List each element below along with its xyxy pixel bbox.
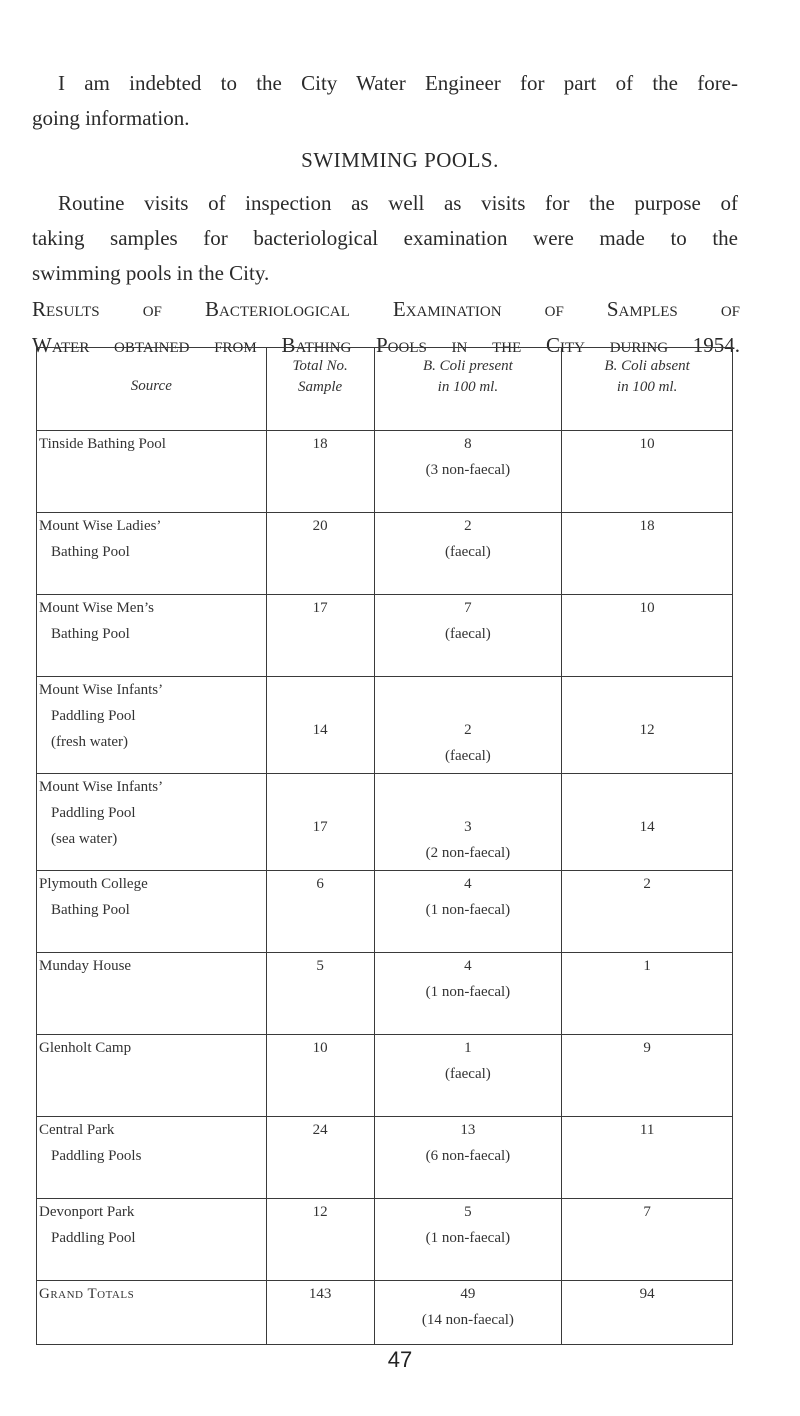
header-absent — [562, 348, 733, 431]
row-absent: 11 — [562, 1117, 733, 1199]
routine-paragraph — [32, 186, 738, 291]
row-present-note: (faecal) — [444, 544, 491, 560]
header-present — [374, 348, 562, 431]
row-present-note: (1 non-faecal) — [425, 902, 511, 918]
totals-present — [374, 1281, 562, 1345]
row-source-line: Glenholt Camp — [39, 1040, 132, 1056]
row-present — [374, 953, 562, 1035]
row-source-line: Plymouth College — [39, 876, 148, 892]
row-absent: 9 — [562, 1035, 733, 1117]
table-row — [37, 1117, 733, 1199]
table-header-row — [37, 348, 733, 431]
header-total-line-2: Sample — [298, 379, 343, 395]
row-present-note: (6 non-faecal) — [425, 1148, 511, 1164]
table-totals-row — [37, 1281, 733, 1345]
row-present-count: 8 — [464, 436, 472, 452]
row-source-line: Mount Wise Infants’ — [39, 682, 164, 698]
row-total: 14 — [266, 677, 374, 774]
section-title: SWIMMING POOLS. — [301, 148, 499, 172]
row-present — [374, 871, 562, 953]
totals-label — [37, 1281, 267, 1345]
row-present-note: (faecal) — [444, 748, 491, 764]
row-source-line: Paddling Pool — [51, 805, 136, 821]
row-present — [374, 774, 562, 871]
header-present-line-1: B. Coli present — [422, 358, 513, 374]
intro-paragraph — [32, 66, 738, 136]
table-row — [37, 431, 733, 513]
row-present-count: 2 — [464, 722, 472, 738]
row-source — [37, 1035, 267, 1117]
row-present-count: 5 — [464, 1204, 472, 1220]
row-total: 6 — [266, 871, 374, 953]
row-source-line: Bathing Pool — [51, 544, 130, 560]
row-source — [37, 513, 267, 595]
row-source-line: Bathing Pool — [51, 902, 130, 918]
row-absent: 1 — [562, 953, 733, 1035]
row-source-line: Mount Wise Infants’ — [39, 779, 164, 795]
row-source-line: Munday House — [39, 958, 132, 974]
row-present — [374, 677, 562, 774]
header-absent-line-2: in 100 ml. — [616, 379, 678, 395]
results-table — [36, 347, 733, 1345]
row-source — [37, 871, 267, 953]
row-present-count: 4 — [464, 958, 472, 974]
row-present — [374, 1035, 562, 1117]
row-present-count: 2 — [464, 518, 472, 534]
table-caption-line-1: Results of Bacteriological Examination of Samples of — [32, 297, 740, 321]
row-source — [37, 595, 267, 677]
table-row — [37, 774, 733, 871]
row-present — [374, 1117, 562, 1199]
row-total: 5 — [266, 953, 374, 1035]
row-present-note: (2 non-faecal) — [425, 845, 511, 861]
row-source-line: Bathing Pool — [51, 626, 130, 642]
page-number: 47 — [387, 1347, 413, 1372]
row-total: 18 — [266, 431, 374, 513]
totals-absent: 94 — [562, 1281, 733, 1345]
row-present-count: 13 — [460, 1122, 476, 1138]
header-absent-line-1: B. Coli absent — [604, 358, 690, 374]
row-source-line: Paddling Pool — [51, 1230, 136, 1246]
row-source-line: Tinside Bathing Pool — [39, 436, 166, 452]
row-total: 20 — [266, 513, 374, 595]
row-absent: 12 — [562, 677, 733, 774]
row-source-line: Central Park — [39, 1122, 115, 1138]
row-total: 24 — [266, 1117, 374, 1199]
table-body — [37, 431, 733, 1345]
intro-line-2: going information. — [32, 106, 190, 130]
row-present — [374, 431, 562, 513]
row-present — [374, 513, 562, 595]
totals-label-text: Grand Totals — [39, 1286, 135, 1302]
table-row — [37, 1199, 733, 1281]
row-source — [37, 677, 267, 774]
row-source-line: Mount Wise Ladies’ — [39, 518, 162, 534]
row-total: 10 — [266, 1035, 374, 1117]
row-source-line: Paddling Pools — [51, 1148, 142, 1164]
row-source — [37, 953, 267, 1035]
row-total: 12 — [266, 1199, 374, 1281]
row-source — [37, 774, 267, 871]
row-source — [37, 1117, 267, 1199]
row-absent: 14 — [562, 774, 733, 871]
row-absent: 10 — [562, 595, 733, 677]
row-present-count: 4 — [464, 876, 472, 892]
routine-line-3: swimming pools in the City. — [32, 261, 270, 285]
row-total: 17 — [266, 595, 374, 677]
row-absent: 2 — [562, 871, 733, 953]
row-total: 17 — [266, 774, 374, 871]
table-row — [37, 871, 733, 953]
table-caption-line-2: Water obtained from Bathing Pools in the City during 1954. — [32, 333, 740, 357]
totals-present-count: 49 — [460, 1286, 476, 1302]
totals-present-note: (14 non-faecal) — [421, 1312, 514, 1328]
header-total — [266, 348, 374, 431]
row-source-line: (sea water) — [51, 831, 118, 847]
row-source — [37, 1199, 267, 1281]
table-row — [37, 953, 733, 1035]
row-present-note: (faecal) — [444, 626, 491, 642]
header-source: Source — [37, 348, 267, 431]
totals-total: 143 — [266, 1281, 374, 1345]
row-present-count: 1 — [464, 1040, 472, 1056]
table-row — [37, 595, 733, 677]
row-source-line: Mount Wise Men’s — [39, 600, 154, 616]
row-source-line: (fresh water) — [51, 734, 129, 750]
row-source — [37, 431, 267, 513]
table-row — [37, 1035, 733, 1117]
table-row — [37, 513, 733, 595]
routine-line-2: taking samples for bacteriological examination were made to the — [32, 226, 738, 250]
routine-line-1: Routine visits of inspection as well as visits for the purpose of — [58, 191, 738, 215]
header-total-line-1: Total No. — [292, 358, 348, 374]
row-present-count: 3 — [464, 819, 472, 835]
row-present — [374, 595, 562, 677]
table-row — [37, 677, 733, 774]
intro-line-1: I am indebted to the City Water Engineer for part of the fore- — [58, 71, 738, 95]
row-present — [374, 1199, 562, 1281]
row-absent: 10 — [562, 431, 733, 513]
header-present-line-2: in 100 ml. — [437, 379, 499, 395]
row-present-count: 7 — [464, 600, 472, 616]
row-absent: 7 — [562, 1199, 733, 1281]
row-present-note: (1 non-faecal) — [425, 984, 511, 1000]
row-source-line: Devonport Park — [39, 1204, 135, 1220]
row-source-line: Paddling Pool — [51, 708, 136, 724]
row-absent: 18 — [562, 513, 733, 595]
row-present-note: (1 non-faecal) — [425, 1230, 511, 1246]
row-present-note: (faecal) — [444, 1066, 491, 1082]
row-present-note: (3 non-faecal) — [425, 462, 511, 478]
